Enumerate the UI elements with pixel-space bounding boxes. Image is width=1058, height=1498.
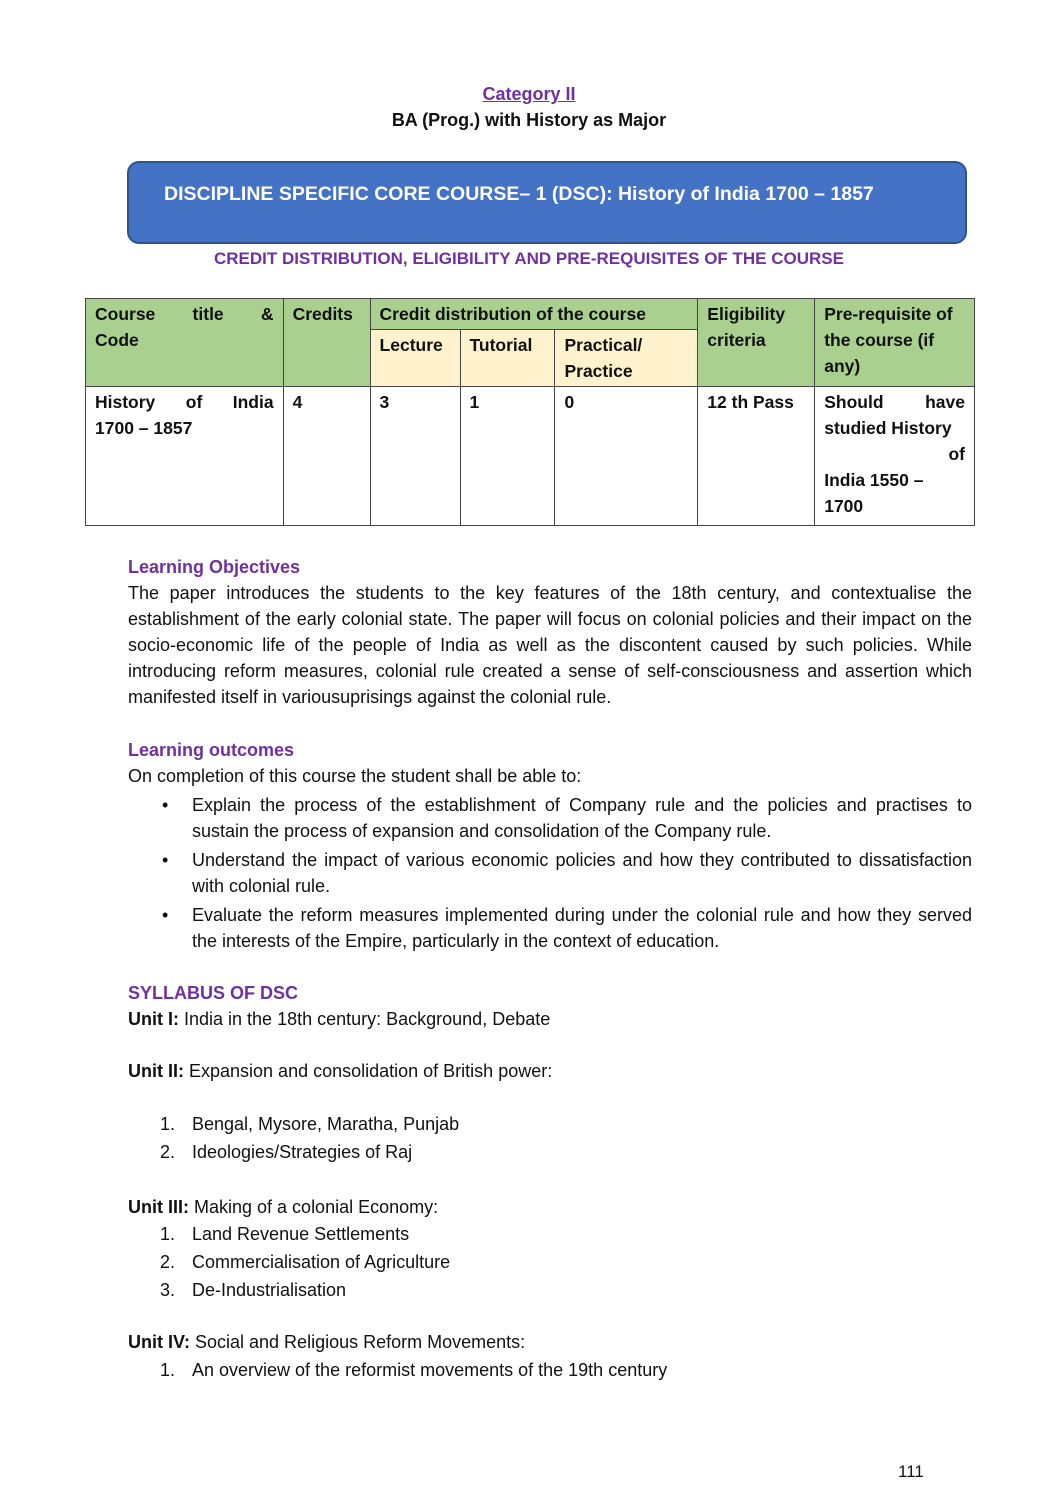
unit-1 [128,1006,972,1032]
unit-2-list [128,1110,972,1166]
learning-objectives-heading: Learning Objectives [128,557,301,577]
outcome-text: Explain the process of the establishment of Company rule and the policies and practises to sustain the process of expansion and consolidation of the Company rule. [192,795,972,841]
cell-prerequisite-line1: Should have [824,392,965,412]
outcome-text: Understand the impact of various economic policies and how they contributed to dissatisfaction with colonial rule. [192,850,972,896]
list-number: 2. [160,1142,176,1162]
syllabus-heading: SYLLABUS OF DSC [128,983,299,1003]
unit-2-text: Expansion and consolidation of British power: [184,1061,553,1081]
page-number: 111 [898,1462,924,1481]
cell-prerequisite-line4: India 1550 – [824,470,924,490]
list-item [128,1110,972,1138]
header-course-title [86,299,284,387]
header-practical: Practical/ Practice [555,330,698,387]
list-item [128,1248,972,1276]
course-banner [127,161,967,244]
learning-outcomes-section [128,737,972,789]
learning-outcomes-heading: Learning outcomes [128,740,295,760]
header-eligibility: Eligibility criteria [698,299,815,387]
unit-3-list [128,1220,972,1304]
unit-3 [128,1194,438,1220]
list-item [128,792,972,844]
unit-3-text: Making of a colonial Economy: [189,1197,439,1217]
cell-credits: 4 [283,387,370,526]
header-tutorial: Tutorial [460,330,555,387]
cell-tutorial: 1 [460,387,555,526]
cell-prerequisite [815,387,975,526]
unit-1-label: Unit I: [128,1009,179,1029]
course-banner-title: DISCIPLINE SPECIFIC CORE COURSE– 1 (DSC): History of India 1700 – 1857 [164,183,874,205]
list-item-text: De-Industrialisation [192,1280,347,1300]
unit-1-text: India in the 18th century: Background, Debate [179,1009,551,1029]
header-credits: Credits [283,299,370,387]
unit-2-label: Unit II: [128,1061,184,1081]
cell-eligibility: 12 th Pass [698,387,815,526]
learning-objectives-text: The paper introduces the students to the key features of the 18th century, and contextualise the establishment of the early colonial state. The paper will focus on colonial policies and their impact on the socio-economic life of the people of India as well as the discontent caused by such policies. While introducing reform measures, colonial rule created a sense of self-consciousness and assertion which manifested itself in variousuprisings against the colonial rule. [128,583,972,707]
category-label: Category II [482,84,576,104]
learning-outcomes-intro: On completion of this course the student shall be able to: [128,766,582,786]
header-prerequisite: Pre-requisite of the course (if any) [815,299,975,387]
list-item [128,1220,972,1248]
table-header-row [86,299,975,330]
cell-practical: 0 [555,387,698,526]
syllabus-section [128,980,972,1032]
list-number: 1. [160,1224,176,1244]
list-item-text: An overview of the reformist movements of the 19th century [192,1360,668,1380]
bullet-icon: • [162,850,169,870]
list-item [128,902,972,954]
unit-4-label: Unit IV: [128,1332,190,1352]
header-course-title-line2: Code [95,330,139,350]
list-item [128,1356,972,1384]
list-item-text: Commercialisation of Agriculture [192,1252,451,1272]
list-item-text: Bengal, Mysore, Maratha, Punjab [192,1114,460,1134]
unit-3-label: Unit III: [128,1197,189,1217]
list-item [128,1138,972,1166]
program-subtitle: BA (Prog.) with History as Major [391,110,667,130]
list-item-text: Land Revenue Settlements [192,1224,410,1244]
header-lecture: Lecture [370,330,460,387]
credit-distribution-heading: CREDIT DISTRIBUTION, ELIGIBILITY AND PRE-REQUISITES OF THE COURSE [214,249,844,268]
learning-objectives-section [128,554,972,710]
bullet-icon: • [162,795,169,815]
cell-course-title-line1: History of India [95,392,274,412]
header-course-title-line1: Course title & [95,304,274,324]
list-number: 2. [160,1252,176,1272]
unit-4 [128,1329,525,1355]
unit-4-text: Social and Religious Reform Movements: [190,1332,526,1352]
cell-prerequisite-line5: 1700 [824,496,864,516]
cell-lecture: 3 [370,387,460,526]
bullet-icon: • [162,905,169,925]
unit-4-list [128,1356,972,1384]
learning-outcomes-list [128,792,972,957]
table-row [86,387,975,526]
list-item [128,1276,972,1304]
list-number: 1. [160,1114,176,1134]
outcome-text: Evaluate the reform measures implemented during under the colonial rule and how they served the interests of the Empire, particularly in the context of education. [192,905,972,951]
credit-distribution-table [85,298,975,526]
cell-prerequisite-line3: of [948,444,965,464]
cell-course-title-line2: 1700 – 1857 [95,418,193,438]
list-number: 1. [160,1360,176,1380]
header-credit-distribution: Credit distribution of the course [370,299,698,330]
list-number: 3. [160,1280,176,1300]
unit-2 [128,1058,552,1084]
list-item [128,847,972,899]
list-item-text: Ideologies/Strategies of Raj [192,1142,413,1162]
cell-course-title [86,387,284,526]
cell-prerequisite-line2: studied History [824,418,952,438]
